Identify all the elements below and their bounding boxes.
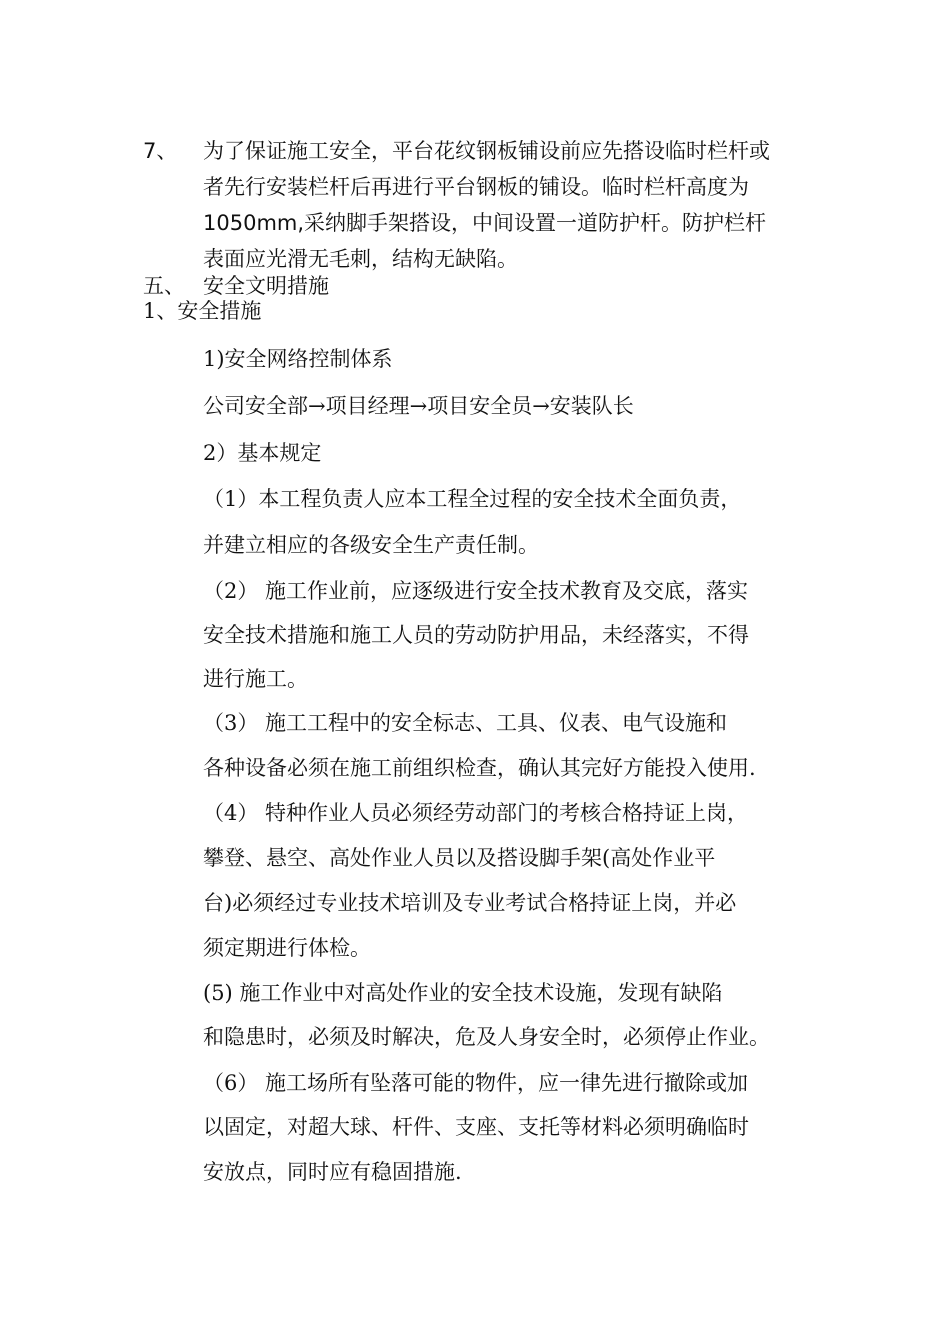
rules-heading: 2）基本规定 <box>203 441 322 465</box>
item7-number: 7、 <box>143 139 178 163</box>
item7-line-1: 为了保证施工安全，平台花纹钢板铺设前应先搭设临时栏杆或 <box>203 139 770 163</box>
rule-6-line-1: （6） 施工场所有坠落可能的物件，应一律先进行撤除或加 <box>203 1071 749 1095</box>
rule-6-line-2: 以固定，对超大球、杆件、支座、支托等材料必须明确临时 <box>203 1115 749 1139</box>
item7-line-2: 者先行安装栏杆后再进行平台钢板的铺设。临时栏杆高度为 <box>203 175 749 199</box>
rule-4-line-2: 攀登、悬空、高处作业人员以及搭设脚手架(高处作业平 <box>203 846 716 870</box>
rule-6-line-3: 安放点，同时应有稳固措施. <box>203 1160 462 1184</box>
rule-4-line-3: 台)必须经过专业技术培训及专业考试合格持证上岗，并必 <box>203 891 737 915</box>
rule-1-line-1: （1）本工程负责人应本工程全过程的安全技术全面负责， <box>203 487 742 511</box>
rule-2-line-2: 安全技术措施和施工人员的劳动防护用品，未经落实，不得 <box>203 623 749 647</box>
rule-1-line-2: 并建立相应的各级安全生产责任制。 <box>203 533 539 557</box>
rule-4-line-4: 须定期进行体检。 <box>203 936 371 960</box>
sub1-title: 1、安全措施 <box>143 299 262 323</box>
rule-3-line-1: （3） 施工工程中的安全标志、工具、仪表、电气设施和 <box>203 711 728 735</box>
section5-number: 五、 <box>143 274 185 298</box>
item7-line-3: 1050mm,采纳脚手架搭设，中间设置一道防护杆。防护栏杆 <box>203 211 767 235</box>
rule-2-line-1: （2） 施工作业前，应逐级进行安全技术教育及交底，落实 <box>203 579 749 603</box>
rule-2-line-3: 进行施工。 <box>203 667 308 691</box>
network-chain: 公司安全部→项目经理→项目安全员→安装队长 <box>203 394 634 418</box>
rule-3-line-2: 各种设备必须在施工前组织检查，确认其完好方能投入使用. <box>203 756 756 780</box>
network-heading: 1)安全网络控制体系 <box>203 347 393 371</box>
rule-5-line-1: (5) 施工作业中对高处作业的安全技术设施，发现有缺陷 <box>203 981 723 1005</box>
item7-line-4: 表面应光滑无毛刺，结构无缺陷。 <box>203 247 518 271</box>
section5-title: 安全文明措施 <box>203 274 329 298</box>
rule-5-line-2: 和隐患时，必须及时解决，危及人身安全时，必须停止作业。 <box>203 1025 770 1049</box>
rule-4-line-1: （4） 特种作业人员必须经劳动部门的考核合格持证上岗， <box>203 801 749 825</box>
